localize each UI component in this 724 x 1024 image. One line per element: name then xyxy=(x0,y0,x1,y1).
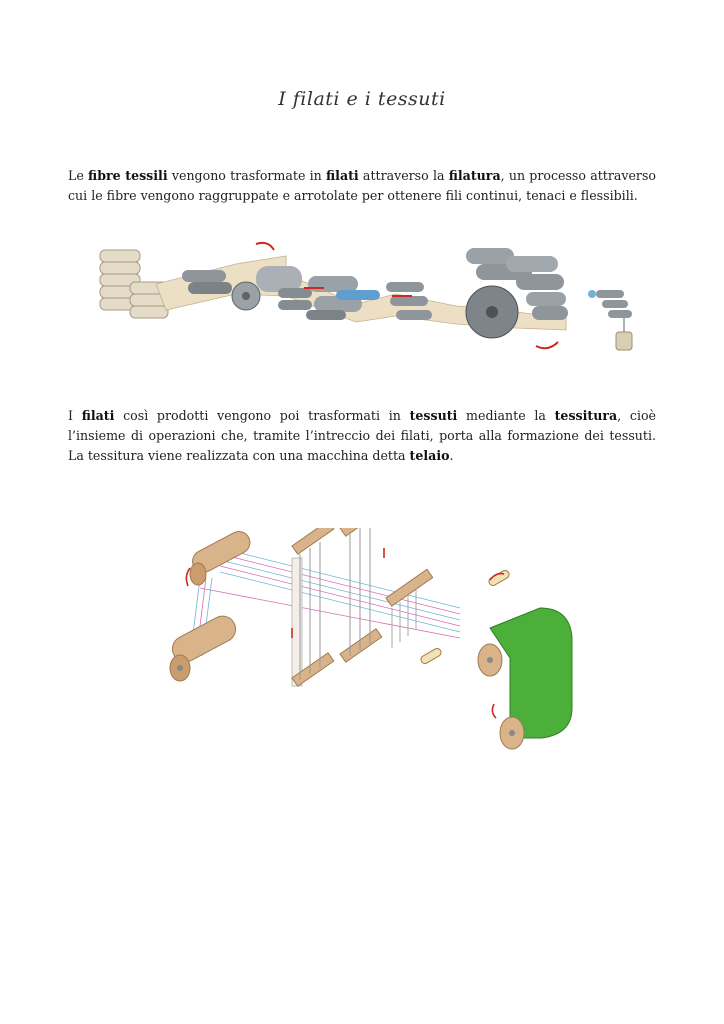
spinning-machine-illustration xyxy=(96,234,656,354)
bold-term: telaio xyxy=(409,447,450,463)
text-run: I xyxy=(68,407,82,423)
loom-illustration xyxy=(160,528,580,756)
woven-fabric-icon xyxy=(478,608,572,749)
text-run: , cioè l’insieme di operazioni che, tramite l’intreccio dei filati, porta alla formazione dei tessuti. La tessitura viene realizzata con una macchina detta xyxy=(68,407,657,463)
bold-term: filati xyxy=(81,407,115,423)
spindle-icon xyxy=(588,290,632,350)
bold-term: filatura xyxy=(448,167,501,183)
bold-term: tessitura xyxy=(554,407,618,423)
reed-icon xyxy=(386,569,433,648)
heddle-frames-icon xyxy=(292,528,382,686)
text-run: mediante la xyxy=(457,407,555,423)
paragraph-spinning xyxy=(68,166,656,206)
lower-beam-icon xyxy=(168,612,240,681)
text-run: attraverso la xyxy=(358,167,449,183)
bold-term: tessuti xyxy=(409,407,458,423)
warp-beam-icon xyxy=(189,528,254,585)
text-run: , un processo attraverso cui le fibre vengono raggruppate e arrotolate per ottenere fili continui, tenaci e flessibili. xyxy=(68,167,656,203)
warp-threads-icon xyxy=(190,548,460,658)
text-run: vengono trasformate in xyxy=(167,167,326,183)
text-run: Le xyxy=(68,167,89,183)
bold-term: fibre tessili xyxy=(88,167,168,183)
page-title: I filati e i tessuti xyxy=(278,88,446,110)
text-run: . xyxy=(449,447,454,463)
bold-term: filati xyxy=(326,167,359,183)
paragraph-weaving xyxy=(68,406,656,466)
text-run: così prodotti vengono poi trasformati in xyxy=(114,407,410,423)
